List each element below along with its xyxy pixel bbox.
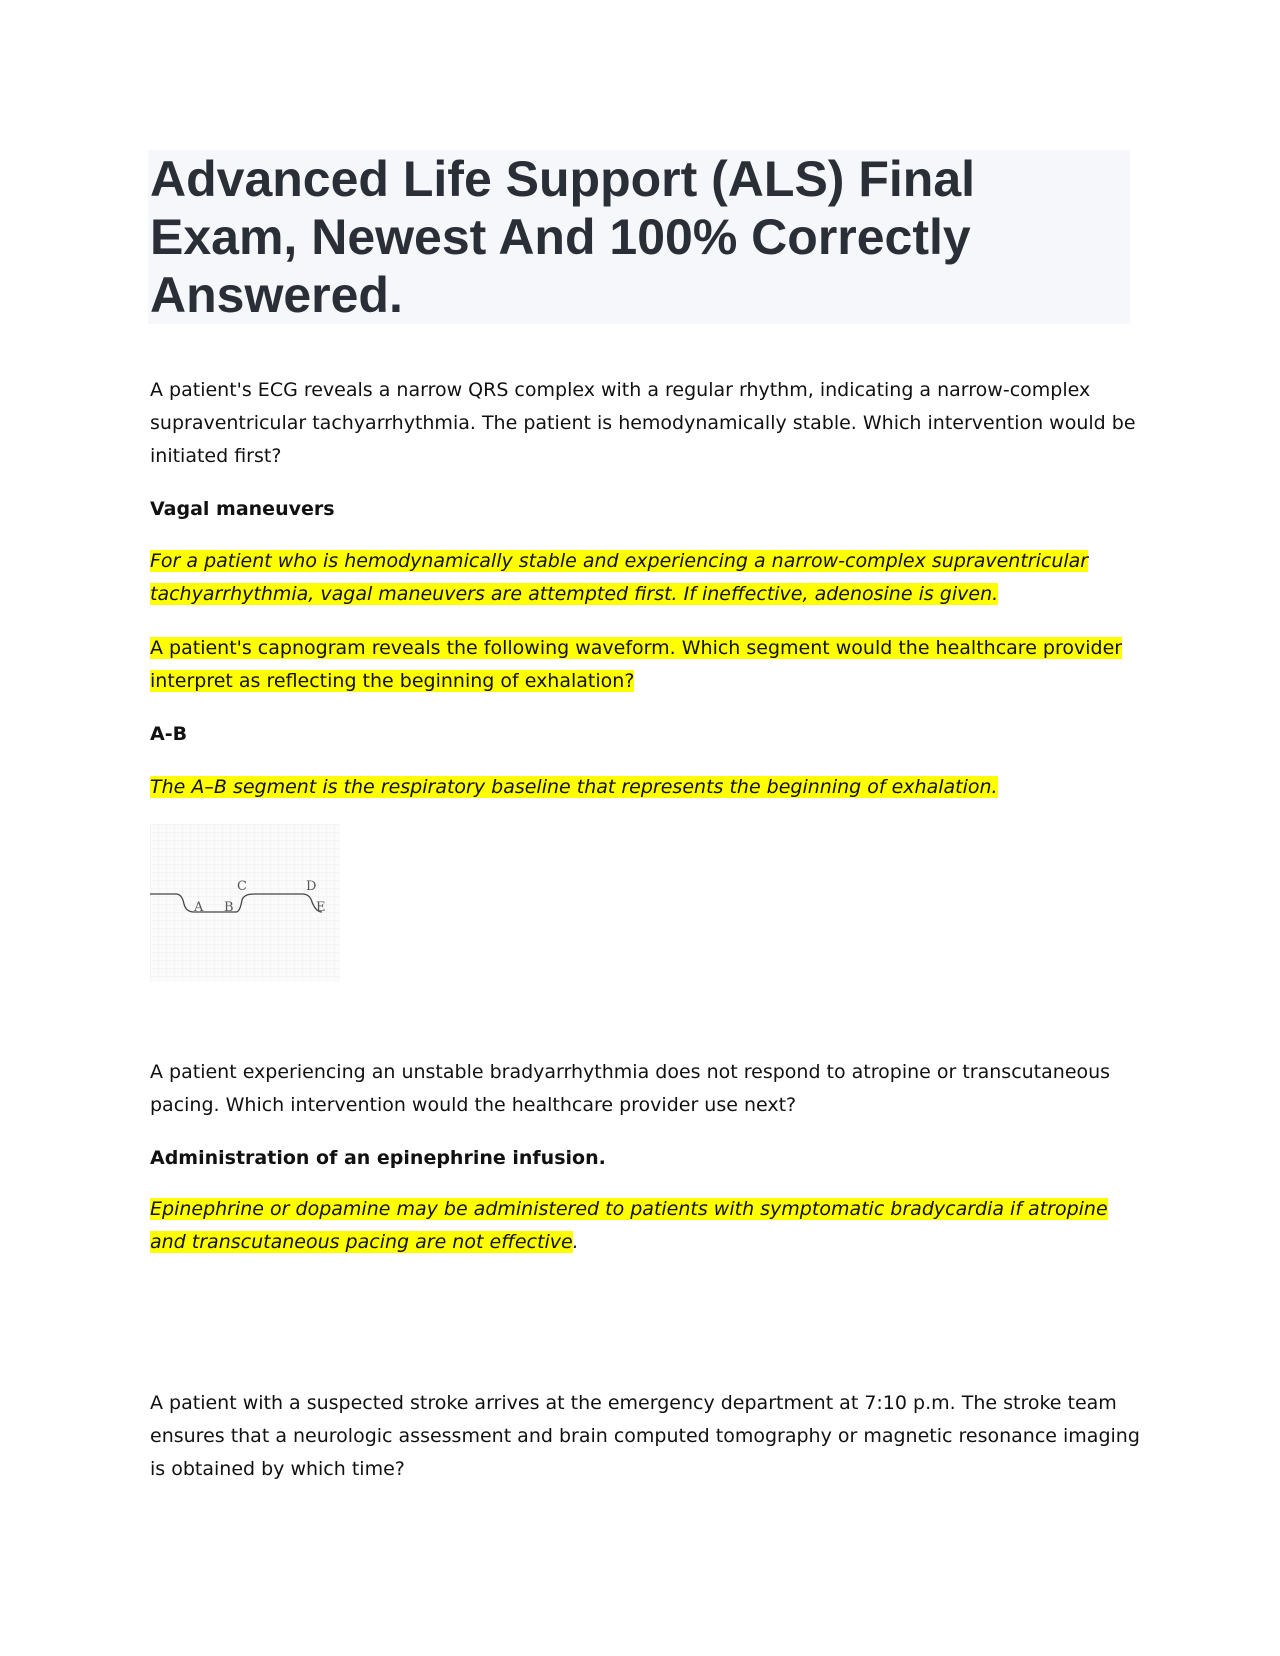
- label-d: D: [306, 879, 317, 894]
- label-c: C: [237, 879, 247, 894]
- page-title: Advanced Life Support (ALS) Final Exam, Newest And 100% Correctly Answered.: [150, 151, 976, 323]
- label-e: E: [316, 900, 326, 915]
- rationale-2-text: The A–B segment is the respiratory baseline that represents the beginning of exhalation.: [150, 776, 998, 798]
- question-3: A patient experiencing an unstable bradyarrhythmia does not respond to atropine or transcutaneous pacing. Which intervention would the healthcare provider use next?: [150, 1061, 1111, 1116]
- question-4: A patient with a suspected stroke arrives at the emergency department at 7:10 p.m. The stroke team ensures that a neurologic assessment and brain computed tomography or magnetic resonance imaging is obtained by which time?: [150, 1392, 1140, 1480]
- rationale-2: [150, 771, 1140, 804]
- rationale-1: [150, 545, 1140, 611]
- rationale-3-tail: .: [572, 1231, 579, 1253]
- label-b: B: [224, 900, 234, 915]
- answer-3: Administration of an epinephrine infusion.: [150, 1147, 606, 1169]
- rationale-3: [150, 1193, 1140, 1259]
- label-a: A: [194, 900, 204, 915]
- capnogram-figure: [150, 824, 340, 982]
- rationale-1-text: For a patient who is hemodynamically stable and experiencing a narrow-complex supraventricular tachyarrhythmia, vagal maneuvers are attempted first. If ineffective, adenosine is given.: [150, 550, 1089, 605]
- grid-lines: [150, 824, 340, 982]
- answer-2: A-B: [150, 723, 188, 745]
- question-1: A patient's ECG reveals a narrow QRS complex with a regular rhythm, indicating a narrow-complex supraventricular tachyarrhythmia. The patient is hemodynamically stable. Which intervention would be initiated first?: [150, 379, 1136, 467]
- question-2: [150, 632, 1140, 698]
- title-box: [148, 150, 1130, 324]
- capnogram-waveform: [150, 824, 340, 982]
- rationale-3-text: Epinephrine or dopamine may be administered to patients with symptomatic bradycardia if atropine and transcutaneous pacing are not effective: [150, 1198, 1108, 1253]
- answer-1: Vagal maneuvers: [150, 498, 335, 520]
- question-2-text: A patient's capnogram reveals the following waveform. Which segment would the healthcare provider interpret as reflecting the beginning of exhalation?: [150, 637, 1123, 692]
